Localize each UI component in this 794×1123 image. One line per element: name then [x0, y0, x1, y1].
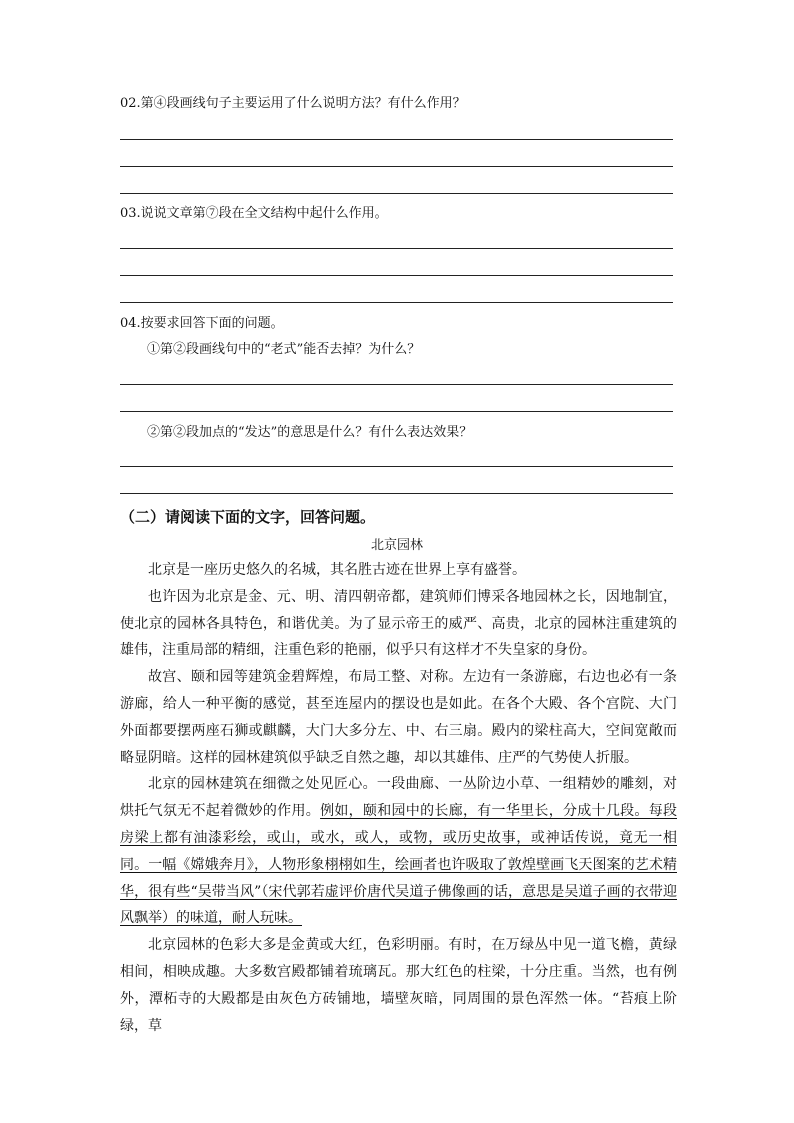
paragraph-3: 故宫、颐和园等建筑金碧辉煌，布局工整、对称。左边有一条游廊，右边也必有一条游廊，给人一种平衡的感觉，甚至连屋内的摆设也是如此。在各个大殿、各个宫院、大门外面都要摆两座石狮或麒麟，大门大多分左、中、右三扇。殿内的梁柱高大，空间宽敞而略显阴暗。这样的园林建筑似乎缺乏自然之趣，却以其雄伟、庄严的气势使人折服。 — [120, 669, 677, 766]
paragraph-4 — [120, 771, 677, 932]
paragraph-1: 北京是一座历史悠久的名城，其名胜古迹在世界上享有盛誉。 — [148, 562, 526, 578]
answer-line[interactable] — [120, 493, 673, 494]
answer-line[interactable] — [120, 248, 673, 249]
article-body — [120, 557, 677, 1039]
article-title: 北京园林 — [370, 538, 423, 553]
question-04-part-2: ②第②段加点的“发达”的意思是什么？有什么表达效果？ — [147, 425, 473, 440]
answer-line[interactable] — [120, 193, 673, 194]
section-heading: （二）请阅读下面的文字，回答问题。 — [120, 508, 376, 526]
paragraph-5: 北京园林的色彩大多是金黄或大红，色彩明丽。有时，在万绿丛中见一道飞檐，黄绿相间，相映成趣。大多数宫殿都铺着琉璃瓦。那大红色的柱梁，十分庄重。当然，也有例外，潭柘寺的大殿都是由灰色方砖铺地，墙壁灰暗，同周围的景色浑然一体。“苔痕上阶绿，草 — [120, 937, 677, 1034]
question-04-part-1: ①第②段画线句中的“老式”能否去掉？为什么？ — [147, 342, 421, 357]
answer-line[interactable] — [120, 275, 673, 276]
answer-line[interactable] — [120, 302, 673, 303]
answer-line[interactable] — [120, 466, 673, 467]
answer-line[interactable] — [120, 384, 673, 385]
underlined-sentence: 例如，颐和园中的长廊，有一华里长，分成十几段。每段房梁上都有油漆彩绘，或山，或水，或人，或物，或历史故事，或神话传说，竟无一相同。一幅《嫦娥奔月》，人物形象栩栩如生，绘画者也许吸取了敦煌壁画飞天图案的艺术精华，很有些“吴带当风”（宋代郭若虚评价唐代吴道子佛像画的话，意思是吴道子画的衣带迎风飘举）的味道，耐人玩味。 — [120, 803, 678, 927]
answer-line[interactable] — [120, 139, 673, 140]
paragraph-4-plain: 北京的园林建筑在细微之处见匠心。一段曲廊、一丛阶边小草、一组精妙的雕刻，对烘托气氛无不起着微妙的作用。 — [120, 776, 677, 820]
question-02: 02.第④段画线句子主要运用了什么说明方法？有什么作用？ — [120, 96, 466, 111]
answer-line[interactable] — [120, 411, 673, 412]
paragraph-2: 也许因为北京是金、元、明、清四朝帝都，建筑师们博采各地园林之长，因地制宜，使北京的园林各具特色，和谐优美。为了显示帝王的威严、高贵，北京的园林注重建筑的雄伟，注重局部的精细，注重色彩的艳丽，似乎只有这样才不失皇家的身份。 — [120, 588, 677, 659]
answer-line[interactable] — [120, 166, 673, 167]
question-03: 03.说说文章第⑦段在全文结构中起什么作用。 — [120, 206, 388, 221]
question-04: 04.按要求回答下面的问题。 — [120, 316, 284, 331]
